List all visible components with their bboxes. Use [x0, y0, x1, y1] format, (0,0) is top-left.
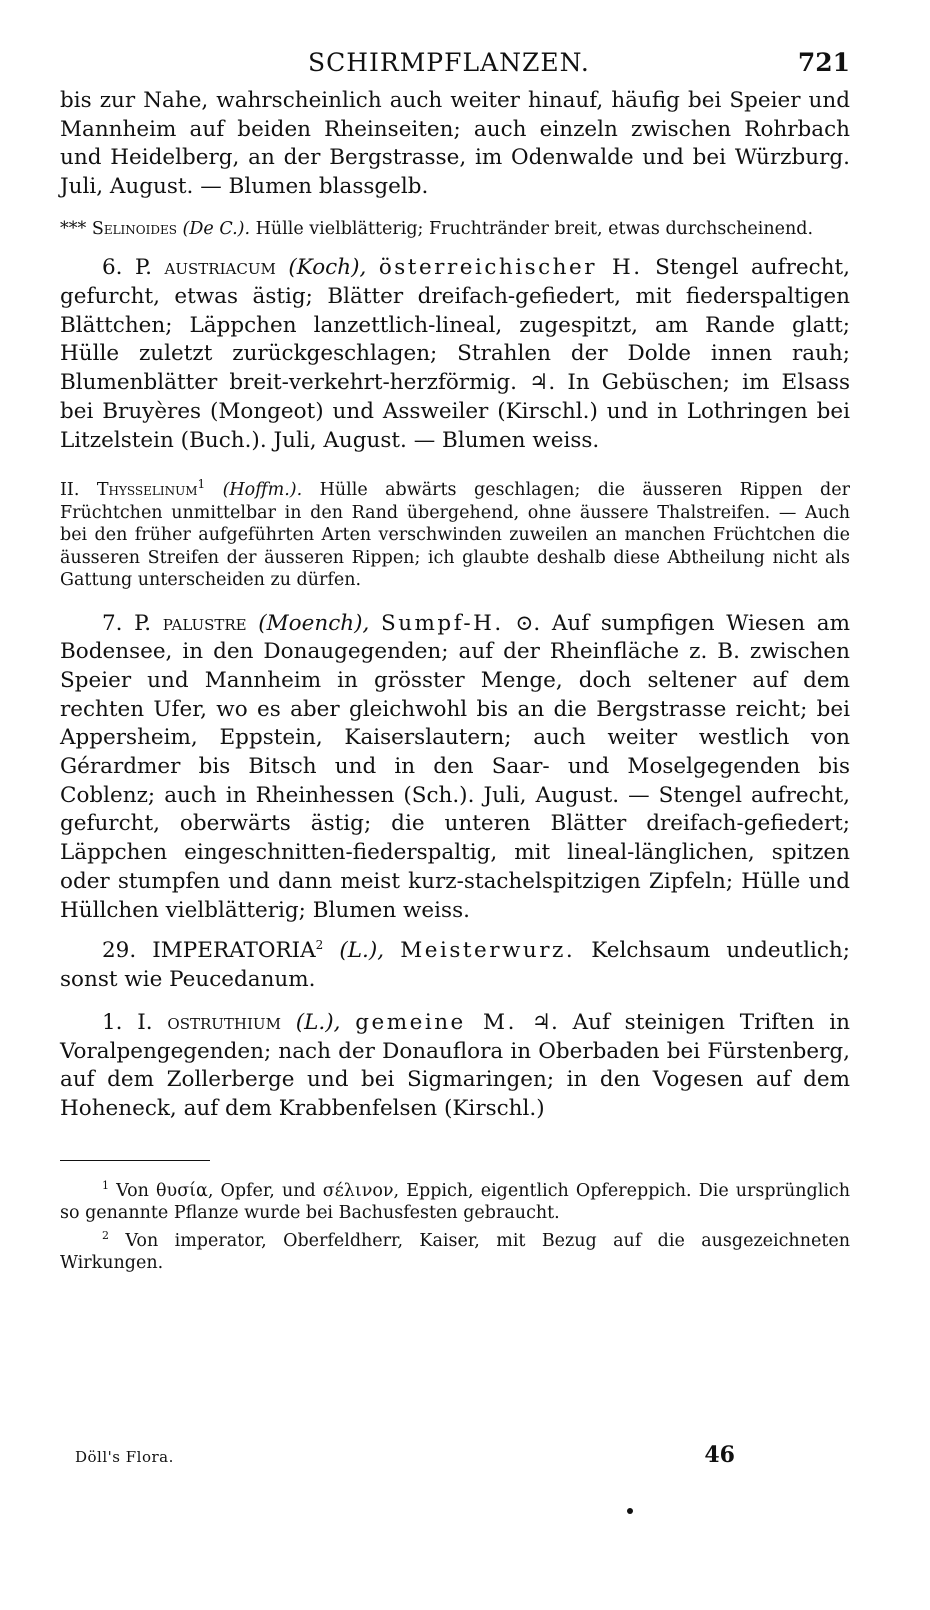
footnote-marker: 2 — [102, 1228, 109, 1242]
species-authority: (Koch), — [288, 255, 367, 281]
running-title: SCHIRMPFLANZEN. — [307, 48, 590, 77]
section-description: Hülle vielblätterig; Fruchtränder breit, etwas durchscheinend. — [255, 218, 814, 239]
page-number: 721 — [797, 48, 850, 77]
species-number: 1. I. — [102, 1009, 153, 1035]
page-footer — [75, 1442, 735, 1468]
page — [60, 48, 850, 1274]
footnote-rule — [60, 1160, 210, 1161]
species-number: 6. P. — [102, 255, 152, 281]
sheet-number: 46 — [704, 1442, 735, 1468]
genus-name: IMPERATORIA — [152, 938, 316, 964]
section-name: Selinoides — [91, 218, 177, 239]
species-number: 7. P. — [102, 610, 152, 636]
section-authority: (Hoffm.). — [222, 480, 303, 501]
species-common-name: gemeine M. — [355, 1009, 517, 1035]
perennial-symbol: ♃. — [531, 1009, 558, 1035]
section-authority: (De C.). — [182, 218, 251, 239]
species-authority: (Moench), — [258, 610, 370, 636]
genus-authority: (L.), — [339, 938, 385, 964]
species-name: austriacum — [164, 255, 276, 281]
species-description: Auf sumpfigen Wiesen am Bodensee, in den Donaugegenden; auf der Rheinfläche z. B. zwischen Speier und Mannheim in grösster Menge, doch seltener auf dem rechten Ufer, wo es aber gleichwohl bis an die Bergstrasse reicht; bei Appersheim, Eppstein, Kaiserslautern; auch weiter westlich von Gérardmer bis Bitsch und in den Saar- und Moselgegenden bis Coblenz; auch in Rheinhessen (Sch.). Juli, August. — Stengel aufrecht, gefurcht, oberwärts ästig; die unteren Blätter dreifach-gefiedert; Läppchen eingeschnitten-fiederspaltig, mit lineal-länglichen, spitzen oder stumpfen und dann meist kurz-stachelspitzigen Zipfeln; Hülle und Hüllchen vielblätterig; Blumen weiss. — [60, 610, 851, 923]
species-austriacum — [60, 254, 850, 455]
genus-description: Kelchsaum undeutlich; sonst wie Peucedanum. — [60, 938, 850, 993]
genus-imperatoria — [60, 931, 850, 995]
species-common-name: Sumpf-H. — [380, 610, 504, 636]
species-authority: (L.), — [295, 1009, 341, 1035]
ink-dot — [627, 1508, 633, 1514]
biennial-symbol: ⊙. — [515, 610, 541, 636]
species-description: Stengel aufrecht, gefurcht, etwas ästig; Blätter dreifach-gefiedert, mit fiederspaltigen Blättchen; Läppchen lanzettlich-lineal, zugespitzt, am Rande glatt; Hülle zuletzt zurückgeschlagen; Strahlen der Dolde innen rauh; Blumenblätter breit-verkehrt-herzförmig. ♃. In Gebüschen; im Elsass bei Bruyères (Mongeot) und Assweiler (Kirschl.) und in Lothringen bei Litzelstein (Buch.). Juli, August. — Blumen weiss. — [60, 255, 850, 453]
genus-number: 29. — [102, 938, 137, 964]
section-thysselinum — [60, 473, 850, 591]
species-ostruthium — [60, 1009, 850, 1124]
footnote-ref: 1 — [197, 477, 206, 492]
species-common-name: österreichischer H. — [378, 255, 643, 281]
species-description: Auf steinigen Triften in Voralpengegenden; nach der Donauflora in Oberbaden bei Fürstenberg, auf dem Zollerberge und bei Sigmaringen; in den Vogesen auf dem Hoheneck, auf dem Krabbenfelsen (Kirschl.) — [60, 1009, 850, 1121]
section-stars: *** — [60, 218, 87, 239]
footnote-marker: 1 — [102, 1178, 109, 1192]
continuation-paragraph: bis zur Nahe, wahrscheinlich auch weiter hinauf, häufig bei Speier und Mannheim auf beiden Rheinseiten; auch einzeln zwischen Rohrbach und Heidelberg, an der Bergstrasse, im Odenwalde und bei Würzburg. Juli, August. — Blumen blassgelb. — [60, 88, 850, 200]
species-name: palustre — [162, 610, 247, 636]
species-palustre — [60, 610, 850, 926]
section-description: Hülle abwärts geschlagen; die äusseren Rippen der Früchtchen unmittelbar in den Rand übergehend, ohne äussere Thalstreifen. — Auch bei den früher aufgeführten Arten verschwinden zuweilen an manchen Früchtchen die äusseren Streifen der äusseren Rippen; ich glaubte deshalb diese Abtheilung nicht als Gattung unterscheiden zu dürfen. — [60, 480, 850, 591]
footnote-2 — [60, 1225, 850, 1275]
page-header — [60, 48, 850, 77]
footnote-text: Von imperator, Oberfeldherr, Kaiser, mit Bezug auf die ausgezeichneten Wirkungen. — [60, 1230, 850, 1273]
footnote-ref: 2 — [315, 938, 324, 953]
printer-signature: Döll's Flora. — [75, 1448, 174, 1466]
genus-common-name: Meisterwurz. — [400, 938, 576, 964]
species-name: ostruthium — [167, 1009, 281, 1035]
footnote-1 — [60, 1175, 850, 1225]
section-name: Thysselinum — [96, 480, 198, 501]
section-number: II. — [60, 480, 80, 501]
footnote-text: Von θυσία, Opfer, und σέλινον, Eppich, eigentlich Opfereppich. Die ursprünglich so genannte Pflanze wurde bei Bachusfesten gebraucht. — [60, 1180, 850, 1223]
section-selinoides — [60, 218, 850, 241]
